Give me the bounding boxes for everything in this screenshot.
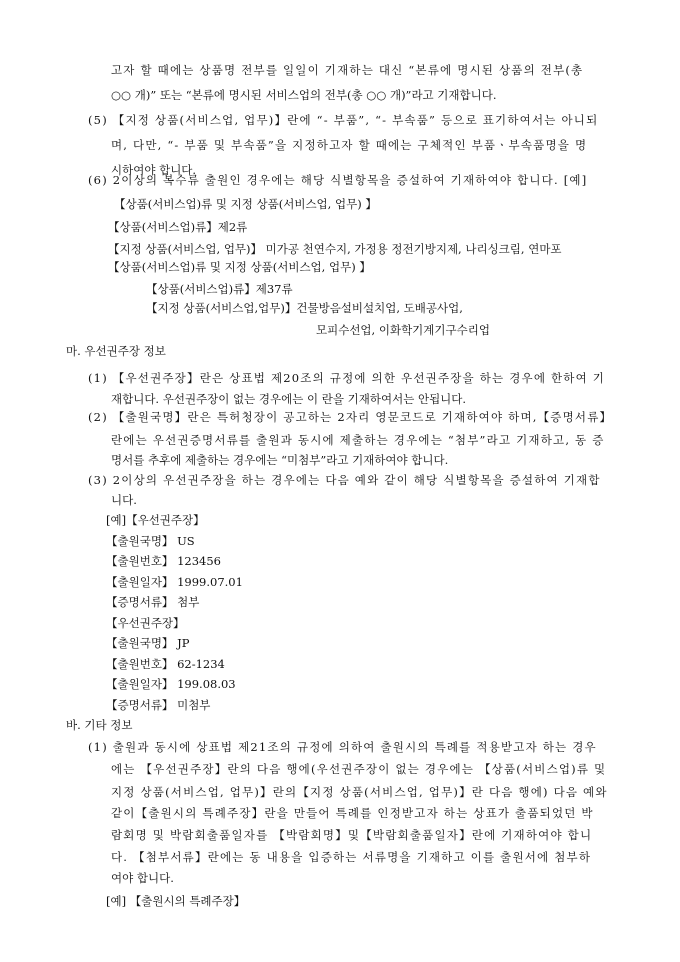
text-line: [예]【우선권주장】 <box>106 513 205 527</box>
text-line: 【우선권주장】 <box>106 616 185 630</box>
text-line: (1) 【우선권주장】란은 상표법 제20조의 규정에 의한 우선권주장을 하는 경우에 한하여 기 <box>88 371 606 385</box>
text-line: 시하여야 합니다. <box>111 163 197 177</box>
text-line: 【출원국명】 JP <box>106 636 190 650</box>
text-line: 【증명서류】 미첨부 <box>106 698 211 712</box>
text-line: 【상품(서비스업)류】제37류 <box>146 282 293 296</box>
text-line: 【출원번호】 62-1234 <box>106 657 225 671</box>
text-line: (3) 2이상의 우선권주장을 하는 경우에는 다음 예와 같이 해당 식별항목을 증설하여 기재합 <box>88 473 601 487</box>
text-line: 에는 【우선권주장】란의 다음 행에(우선권주장이 없는 경우에는 【상품(서비스업)류 및 <box>111 762 607 776</box>
text-line: 【출원일자】 1999.07.01 <box>106 575 243 589</box>
text-line: 명서를 추후에 제출하는 경우에는 “미첨부”라고 기재하여야 합니다. <box>111 453 449 467</box>
text-line: 다. 【첨부서류】란에는 동 내용을 입증하는 서류명을 기재하고 이를 출원서에 첨부하 <box>111 850 592 864</box>
text-line: 고자 할 때에는 상품명 전부를 일일이 기재하는 대신 “본류에 명시된 상품의 전부(총 <box>111 63 584 77</box>
text-line: 며, 다만, “- 부품 및 부속품”을 지정하고자 할 때에는 구체적인 부품ㆍ부속품명을 명 <box>111 138 588 152</box>
text-line: 【지정 상품(서비스업,업무)】건물방음설비설치업, 도배공사업, <box>146 301 463 315</box>
text-line: 바. 기타 정보 <box>66 718 133 732</box>
text-line: 람회명 및 박람회출품일자를 【박람회명】및【박람회출품일자】란에 기재하여야 합니 <box>111 828 593 842</box>
text-line: 니다. <box>111 493 137 507</box>
text-line: 여야 합니다. <box>111 871 174 885</box>
text-line: 【출원국명】 US <box>106 534 195 548</box>
text-line: 【출원번호】 123456 <box>106 554 221 568</box>
text-line: 【상품(서비스업)류】제2류 <box>108 220 248 234</box>
text-line: 재합니다. 우선권주장이 없는 경우에는 이 란을 기재하여서는 안됩니다. <box>111 392 467 406</box>
text-line: [예] 【출원시의 특례주장】 <box>106 894 246 908</box>
text-line: (1) 출원과 동시에 상표법 제21조의 규정에 의하여 출원시의 특례를 적용받고자 하는 경우 <box>88 740 597 754</box>
text-line: (6) 2이상의 복수류 출원인 경우에는 해당 식별항목을 증설하여 기재하여야 합니다. [예] <box>88 173 588 187</box>
text-line: (2) 【출원국명】란은 특허청장이 공고하는 2자리 영문코드로 기재하여야 하며,【증명서류】 <box>88 410 613 424</box>
text-line: 모피수선업, 이화학기계기구수리업 <box>316 323 490 337</box>
text-line: 같이【출원시의 특례주장】란을 만들어 특례를 인정받고자 하는 상표가 출품되었던 박 <box>111 806 594 820</box>
text-line: 마. 우선권주장 정보 <box>66 344 166 358</box>
text-line: 【상품(서비스업)류 및 지정 상품(서비스업, 업무) 】 <box>108 260 371 274</box>
text-line: 【증명서류】 첨부 <box>106 595 200 609</box>
text-line: 란에는 우선권증명서류를 출원과 동시에 제출하는 경우에는 “첨부”라고 기재하고, 동 증 <box>111 433 605 447</box>
text-line: 【지정 상품(서비스업, 업무)】 미가공 천연수지, 가정용 정전기방지제, 나리싱크림, 연마포 <box>108 242 562 256</box>
text-line: 【출원일자】 199.08.03 <box>106 677 236 691</box>
text-line: ○○ 개)” 또는 “본류에 명시된 서비스업의 전부(총 ○○ 개)”라고 기재합니다. <box>111 88 497 102</box>
text-line: (5) 【지정 상품(서비스업, 업무)】란에 “- 부품”, “- 부속품” 등으로 표기하여서는 아니되 <box>88 113 599 127</box>
text-line: 지정 상품(서비스업, 업무)】란의【지정 상품(서비스업, 업무)】란 다음 행에) 다음 예와 <box>111 785 608 799</box>
text-line: 【상품(서비스업)류 및 지정 상품(서비스업, 업무) 】 <box>114 197 377 211</box>
